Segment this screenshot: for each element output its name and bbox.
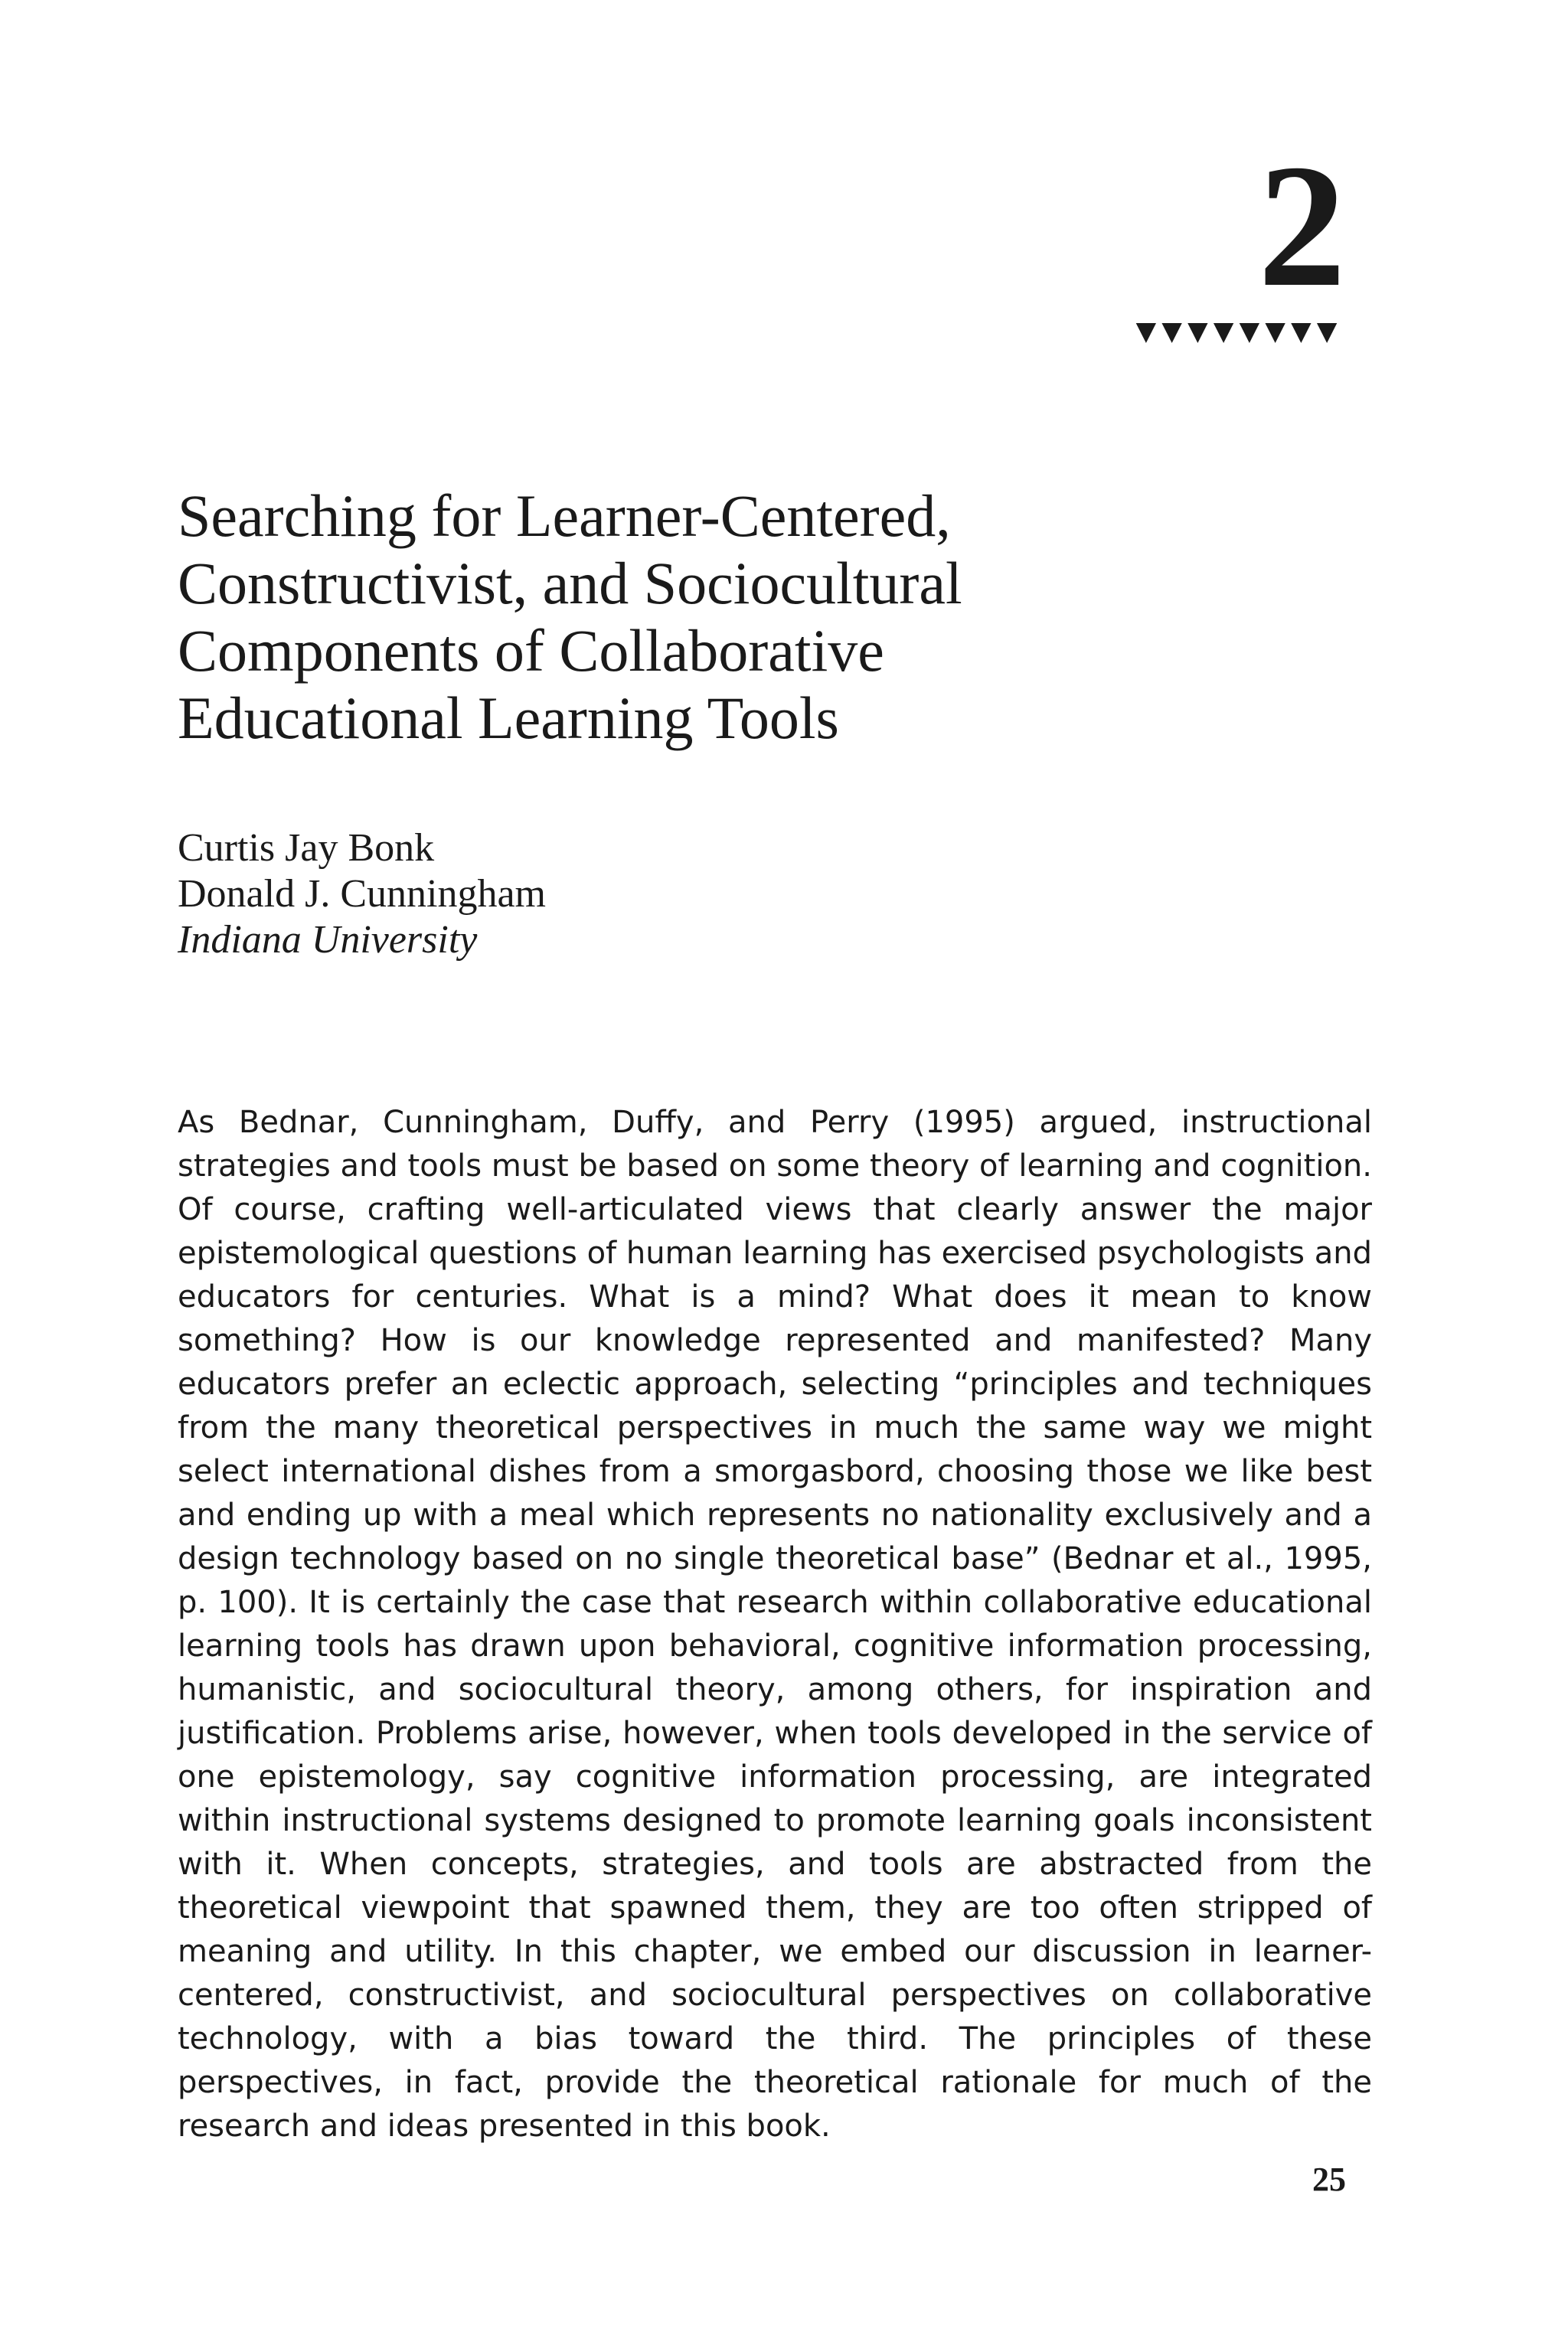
down-triangle-icon	[1187, 323, 1207, 343]
down-triangle-icon	[1240, 323, 1259, 343]
author-affiliation: Indiana University	[178, 918, 478, 962]
chapter-title	[178, 482, 1372, 752]
body-paragraph: As Bednar, Cunningham, Duffy, and Perry (1995) argued, instructional strategies and tools must be based on some theory of learning and cognition. Of course, crafting well-articulated views that clearly answer the major epistemological questions of human learning has exercised psychologists and educators for centuries. What is a mind? What does it mean to know something? How is our knowledge represented and manifested? Many educators prefer an eclectic approach, selecting “principles and techniques from the many theoretical perspectives in much the same way we might select international dishes from a smorgasbord, choosing those we like best and ending up with a meal which represents no nationality exclusively and a design technology based on no single theoretical base” (Bednar et al., 1995, p. 100). It is certainly the case that research within collaborative educational learning tools has drawn upon behavioral, cognitive information processing, humanistic, and sociocultural theory, among others, for inspiration and justification. Problems arise, however, when tools developed in the service of one epistemology, say cognitive information processing, are integrated within instructional systems designed to promote learning goals inconsistent with it. When concepts, strategies, and tools are abstracted from the theoretical viewpoint that spawned them, they are too often stripped of meaning and utility. In this chapter, we embed our discussion in learner-centered, constructivist, and sociocultural perspectives on collaborative technology, with a bias toward the third. The principles of these perspectives, in fact, provide the theoretical rationale for much of the research and ideas presented in this book.	[178, 1105, 1372, 2144]
down-triangle-icon	[1136, 323, 1156, 343]
chapter-title-line: Educational Learning Tools	[178, 684, 839, 751]
chapter-number: 2	[1258, 128, 1346, 323]
down-triangle-icon	[1291, 323, 1311, 343]
chapter-title-line: Components of Collaborative	[178, 617, 884, 684]
chapter-title-line: Searching for Learner-Centered,	[178, 482, 951, 549]
down-triangle-icon	[1161, 323, 1181, 343]
author-name: Donald J. Cunningham	[178, 872, 546, 916]
chapter-ornament	[1133, 322, 1340, 345]
down-triangle-icon	[1317, 323, 1337, 343]
author-name: Curtis Jay Bonk	[178, 826, 435, 870]
byline	[178, 825, 546, 963]
chapter-title-line: Constructivist, and Sociocultural	[178, 550, 962, 616]
page-number: 25	[1312, 2161, 1346, 2198]
down-triangle-icon	[1265, 323, 1285, 343]
down-triangle-icon	[1214, 323, 1233, 343]
